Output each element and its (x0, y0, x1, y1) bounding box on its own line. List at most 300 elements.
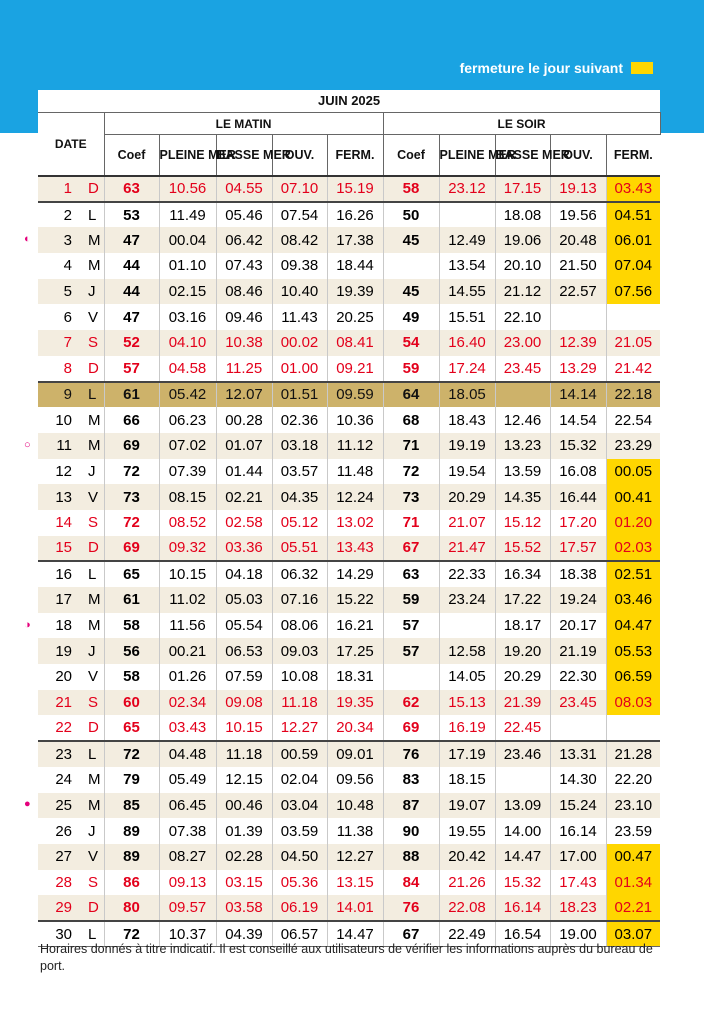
day-number: 12 (55, 462, 72, 480)
table-title: JUIN 2025 (38, 90, 660, 113)
morning-low-tide: 09.46 (216, 304, 272, 330)
evening-opening: 16.44 (550, 484, 606, 510)
legend (460, 60, 653, 76)
morning-low-tide: 08.46 (216, 279, 272, 305)
evening-coef: 54 (383, 330, 439, 356)
evening-closing: 06.01 (606, 227, 660, 253)
morning-coef: 89 (104, 818, 159, 844)
morning-high-tide: 10.15 (159, 561, 216, 587)
evening-opening: 13.31 (550, 741, 606, 767)
morning-coef: 57 (104, 356, 159, 382)
evening-closing: 03.07 (606, 921, 660, 947)
morning-low-tide: 11.18 (216, 741, 272, 767)
evening-closing: 23.29 (606, 433, 660, 459)
morning-high-tide: 07.02 (159, 433, 216, 459)
day-number: 4 (63, 257, 72, 275)
morning-opening: 10.40 (272, 279, 327, 305)
evening-opening: 14.54 (550, 407, 606, 433)
evening-high-tide: 19.54 (439, 459, 495, 485)
day-letter: D (88, 899, 99, 917)
table-row (38, 484, 660, 510)
morning-coef: 53 (104, 202, 159, 228)
evening-coef: 90 (383, 818, 439, 844)
morning-low-tide: 02.58 (216, 510, 272, 536)
morning-opening: 01.00 (272, 356, 327, 382)
table-row (38, 664, 660, 690)
full-moon-icon: ○ (24, 438, 31, 451)
day-number: 23 (38, 741, 82, 767)
column-header: Coef (383, 135, 439, 177)
evening-high-tide: 19.55 (439, 818, 495, 844)
day-number: 25 (55, 796, 72, 814)
evening-closing: 07.04 (606, 253, 660, 279)
morning-coef: 60 (104, 690, 159, 716)
evening-closing: 00.47 (606, 844, 660, 870)
morning-coef: 47 (104, 304, 159, 330)
morning-opening: 10.08 (272, 664, 327, 690)
morning-closing: 18.31 (327, 664, 383, 690)
morning-coef: 69 (104, 536, 159, 562)
morning-closing: 19.35 (327, 690, 383, 716)
evening-opening: 22.57 (550, 279, 606, 305)
morning-high-tide: 06.23 (159, 407, 216, 433)
evening-opening: 13.29 (550, 356, 606, 382)
morning-high-tide: 03.16 (159, 304, 216, 330)
evening-high-tide: 15.13 (439, 690, 495, 716)
day-number: 2 (38, 202, 82, 228)
morning-opening: 06.19 (272, 895, 327, 921)
day-number: 28 (55, 873, 72, 891)
first-quarter-moon-icon: ◐ (24, 233, 31, 246)
day-letter: D (88, 719, 99, 737)
morning-coef: 72 (104, 459, 159, 485)
tide-table (38, 90, 661, 947)
last-quarter-moon-icon: ◑ (24, 618, 31, 631)
evening-opening: 16.14 (550, 818, 606, 844)
evening-opening: 18.38 (550, 561, 606, 587)
new-moon-icon: ● (24, 798, 31, 811)
morning-closing: 11.12 (327, 433, 383, 459)
morning-coef: 73 (104, 484, 159, 510)
evening-closing: 03.46 (606, 587, 660, 613)
evening-low-tide: 13.09 (495, 793, 550, 819)
day-letter: J (88, 462, 96, 480)
evening-closing: 21.28 (606, 741, 660, 767)
day-letter: M (88, 437, 101, 455)
evening-coef: 67 (383, 921, 439, 947)
evening-opening: 15.24 (550, 793, 606, 819)
day-number: 15 (55, 539, 72, 557)
day-letter: M (88, 231, 101, 249)
evening-low-tide: 17.22 (495, 587, 550, 613)
morning-low-tide: 02.21 (216, 484, 272, 510)
evening-low-tide: 19.06 (495, 227, 550, 253)
evening-high-tide: 15.51 (439, 304, 495, 330)
day-number: 29 (55, 899, 72, 917)
evening-low-tide: 16.54 (495, 921, 550, 947)
morning-high-tide: 01.10 (159, 253, 216, 279)
column-header: OUV. (272, 135, 327, 177)
day-letter: M (88, 411, 101, 429)
evening-coef: 84 (383, 870, 439, 896)
evening-closing: 04.47 (606, 613, 660, 639)
evening-opening: 17.00 (550, 844, 606, 870)
column-header: BASSE MER (495, 135, 550, 177)
evening-opening: 19.13 (550, 176, 606, 202)
morning-high-tide: 10.56 (159, 176, 216, 202)
evening-opening: 19.56 (550, 202, 606, 228)
morning-coef: 61 (104, 587, 159, 613)
morning-high-tide: 05.42 (159, 382, 216, 408)
day-number: 27 (55, 848, 72, 866)
day-letter: V (88, 488, 99, 506)
morning-coef: 86 (104, 870, 159, 896)
evening-coef: 69 (383, 715, 439, 741)
morning-high-tide: 08.27 (159, 844, 216, 870)
evening-high-tide: 21.07 (439, 510, 495, 536)
evening-closing: 01.20 (606, 510, 660, 536)
table-row (38, 459, 660, 485)
evening-coef: 88 (383, 844, 439, 870)
legend-label: fermeture le jour suivant (459, 60, 623, 76)
evening-low-tide: 16.14 (495, 895, 550, 921)
morning-high-tide: 04.58 (159, 356, 216, 382)
morning-coef: 80 (104, 895, 159, 921)
evening-low-tide: 13.23 (495, 433, 550, 459)
morning-opening: 08.42 (272, 227, 327, 253)
morning-low-tide: 01.39 (216, 818, 272, 844)
evening-low-tide: 21.12 (495, 279, 550, 305)
table-row (38, 304, 660, 330)
evening-coef (383, 664, 439, 690)
morning-low-tide: 10.38 (216, 330, 272, 356)
evening-coef: 59 (383, 356, 439, 382)
evening-low-tide: 23.00 (495, 330, 550, 356)
evening-opening: 17.20 (550, 510, 606, 536)
evening-low-tide: 14.00 (495, 818, 550, 844)
morning-coef: 44 (104, 279, 159, 305)
day-number: 26 (55, 822, 72, 840)
evening-high-tide: 18.05 (439, 382, 495, 408)
evening-low-tide: 20.10 (495, 253, 550, 279)
evening-high-tide: 12.49 (439, 227, 495, 253)
morning-high-tide: 00.04 (159, 227, 216, 253)
morning-closing: 13.02 (327, 510, 383, 536)
evening-opening: 21.19 (550, 638, 606, 664)
evening-opening: 20.48 (550, 227, 606, 253)
morning-high-tide: 07.39 (159, 459, 216, 485)
morning-closing: 15.19 (327, 176, 383, 202)
day-number: 19 (55, 642, 72, 660)
morning-coef: 85 (104, 793, 159, 819)
column-header: BASSE MER (216, 135, 272, 177)
day-number: 7 (63, 334, 72, 352)
evening-coef: 87 (383, 793, 439, 819)
evening-closing: 22.18 (606, 382, 660, 408)
evening-low-tide: 13.59 (495, 459, 550, 485)
morning-closing: 17.38 (327, 227, 383, 253)
morning-closing: 10.36 (327, 407, 383, 433)
morning-low-tide: 12.15 (216, 767, 272, 793)
table-row (38, 561, 660, 587)
table-row (38, 895, 660, 921)
morning-opening: 05.36 (272, 870, 327, 896)
evening-low-tide: 15.32 (495, 870, 550, 896)
morning-closing: 16.26 (327, 202, 383, 228)
evening-coef: 45 (383, 279, 439, 305)
morning-low-tide: 00.28 (216, 407, 272, 433)
evening-coef: 50 (383, 202, 439, 228)
morning-opening: 04.50 (272, 844, 327, 870)
morning-closing: 09.01 (327, 741, 383, 767)
morning-closing: 14.29 (327, 561, 383, 587)
evening-coef: 49 (383, 304, 439, 330)
morning-high-tide: 11.49 (159, 202, 216, 228)
table-row (38, 767, 660, 793)
morning-coef: 72 (104, 741, 159, 767)
morning-coef: 63 (104, 176, 159, 202)
morning-closing: 10.48 (327, 793, 383, 819)
morning-opening: 09.03 (272, 638, 327, 664)
day-letter: V (88, 668, 99, 686)
morning-low-tide: 01.44 (216, 459, 272, 485)
evening-opening: 19.24 (550, 587, 606, 613)
evening-opening: 21.50 (550, 253, 606, 279)
evening-high-tide: 20.42 (439, 844, 495, 870)
evening-low-tide: 18.08 (495, 202, 550, 228)
morning-coef: 58 (104, 613, 159, 639)
evening-high-tide: 12.58 (439, 638, 495, 664)
morning-low-tide: 05.46 (216, 202, 272, 228)
day-number: 17 (55, 591, 72, 609)
morning-low-tide: 10.15 (216, 715, 272, 741)
evening-low-tide: 19.20 (495, 638, 550, 664)
morning-high-tide: 11.56 (159, 613, 216, 639)
table-row (38, 279, 660, 305)
morning-low-tide: 03.15 (216, 870, 272, 896)
morning-low-tide: 02.28 (216, 844, 272, 870)
morning-opening: 07.54 (272, 202, 327, 228)
column-header: FERM. (327, 135, 383, 177)
morning-opening: 01.51 (272, 382, 327, 408)
evening-closing: 22.54 (606, 407, 660, 433)
table-row (38, 356, 660, 382)
table-row (38, 227, 660, 253)
evening-opening: 18.23 (550, 895, 606, 921)
evening-closing: 04.51 (606, 202, 660, 228)
morning-header: LE MATIN (104, 113, 383, 135)
morning-opening: 11.18 (272, 690, 327, 716)
morning-closing: 13.43 (327, 536, 383, 562)
table-row (38, 382, 660, 408)
morning-low-tide: 04.18 (216, 561, 272, 587)
table-row (38, 253, 660, 279)
evening-low-tide: 21.39 (495, 690, 550, 716)
day-letter: L (82, 741, 104, 767)
day-letter: L (82, 561, 104, 587)
evening-coef: 76 (383, 741, 439, 767)
day-number: 22 (55, 719, 72, 737)
morning-opening: 06.32 (272, 561, 327, 587)
day-letter: L (82, 382, 104, 408)
evening-high-tide: 17.19 (439, 741, 495, 767)
morning-closing: 12.27 (327, 844, 383, 870)
evening-header: LE SOIR (383, 113, 660, 135)
evening-opening: 16.08 (550, 459, 606, 485)
evening-closing: 22.20 (606, 767, 660, 793)
day-letter: D (88, 539, 99, 557)
evening-coef: 72 (383, 459, 439, 485)
day-letter: S (88, 694, 99, 712)
morning-opening: 03.57 (272, 459, 327, 485)
table-row (38, 844, 660, 870)
day-letter: J (88, 283, 96, 301)
evening-high-tide: 20.29 (439, 484, 495, 510)
evening-closing: 06.59 (606, 664, 660, 690)
column-header: PLEINE MER (159, 135, 216, 177)
evening-closing: 05.53 (606, 638, 660, 664)
morning-high-tide: 10.37 (159, 921, 216, 947)
morning-closing: 11.38 (327, 818, 383, 844)
morning-opening: 11.43 (272, 304, 327, 330)
day-number: 6 (63, 308, 72, 326)
evening-high-tide: 18.15 (439, 767, 495, 793)
morning-low-tide: 07.43 (216, 253, 272, 279)
evening-coef: 76 (383, 895, 439, 921)
table-row (38, 587, 660, 613)
evening-closing: 01.34 (606, 870, 660, 896)
evening-low-tide: 17.15 (495, 176, 550, 202)
morning-low-tide: 03.36 (216, 536, 272, 562)
day-letter: D (88, 359, 99, 377)
morning-coef: 65 (104, 561, 159, 587)
morning-closing: 18.44 (327, 253, 383, 279)
morning-low-tide: 04.39 (216, 921, 272, 947)
table-row (38, 407, 660, 433)
morning-coef: 58 (104, 664, 159, 690)
evening-low-tide: 23.45 (495, 356, 550, 382)
evening-coef: 83 (383, 767, 439, 793)
morning-opening: 00.02 (272, 330, 327, 356)
evening-high-tide: 14.05 (439, 664, 495, 690)
morning-coef: 69 (104, 433, 159, 459)
morning-closing: 11.48 (327, 459, 383, 485)
morning-opening: 06.57 (272, 921, 327, 947)
morning-closing: 20.25 (327, 304, 383, 330)
morning-opening: 05.51 (272, 536, 327, 562)
morning-opening: 02.36 (272, 407, 327, 433)
morning-coef: 47 (104, 227, 159, 253)
evening-closing: 23.10 (606, 793, 660, 819)
evening-coef: 63 (383, 561, 439, 587)
day-letter: D (88, 180, 99, 198)
morning-closing: 09.59 (327, 382, 383, 408)
day-number: 20 (55, 668, 72, 686)
evening-coef: 67 (383, 536, 439, 562)
evening-closing: 03.43 (606, 176, 660, 202)
evening-coef: 58 (383, 176, 439, 202)
table-row (38, 613, 660, 639)
day-letter: S (88, 514, 99, 532)
morning-closing: 17.25 (327, 638, 383, 664)
day-letter: V (88, 308, 99, 326)
evening-opening: 17.57 (550, 536, 606, 562)
morning-opening: 08.06 (272, 613, 327, 639)
morning-closing: 19.39 (327, 279, 383, 305)
morning-closing: 14.01 (327, 895, 383, 921)
morning-high-tide: 09.57 (159, 895, 216, 921)
day-letter: L (82, 921, 104, 947)
evening-closing: 07.56 (606, 279, 660, 305)
evening-high-tide: 22.08 (439, 895, 495, 921)
morning-low-tide: 06.53 (216, 638, 272, 664)
evening-high-tide: 16.40 (439, 330, 495, 356)
evening-opening (550, 304, 606, 330)
day-number: 8 (63, 359, 72, 377)
morning-high-tide: 02.15 (159, 279, 216, 305)
day-number: 13 (55, 488, 72, 506)
morning-opening: 03.04 (272, 793, 327, 819)
morning-closing: 13.15 (327, 870, 383, 896)
morning-low-tide: 05.54 (216, 613, 272, 639)
evening-high-tide: 23.12 (439, 176, 495, 202)
evening-high-tide: 16.19 (439, 715, 495, 741)
evening-coef: 71 (383, 433, 439, 459)
column-header: OUV. (550, 135, 606, 177)
morning-low-tide: 04.55 (216, 176, 272, 202)
day-letter: V (88, 848, 99, 866)
evening-opening: 12.39 (550, 330, 606, 356)
evening-closing: 02.51 (606, 561, 660, 587)
column-header: Coef (104, 135, 159, 177)
morning-opening: 02.04 (272, 767, 327, 793)
day-letter: S (88, 873, 99, 891)
evening-low-tide: 20.29 (495, 664, 550, 690)
morning-closing: 09.56 (327, 767, 383, 793)
evening-high-tide: 19.19 (439, 433, 495, 459)
table-row (38, 638, 660, 664)
morning-coef: 66 (104, 407, 159, 433)
evening-high-tide: 21.47 (439, 536, 495, 562)
morning-closing: 08.41 (327, 330, 383, 356)
evening-low-tide: 12.46 (495, 407, 550, 433)
evening-closing (606, 715, 660, 741)
morning-low-tide: 11.25 (216, 356, 272, 382)
evening-low-tide: 22.45 (495, 715, 550, 741)
morning-high-tide: 07.38 (159, 818, 216, 844)
evening-high-tide (439, 202, 495, 228)
day-number: 10 (55, 411, 72, 429)
day-letter: L (82, 202, 104, 228)
morning-high-tide: 01.26 (159, 664, 216, 690)
evening-coef: 71 (383, 510, 439, 536)
morning-low-tide: 07.59 (216, 664, 272, 690)
day-letter: M (88, 771, 101, 789)
evening-opening: 22.30 (550, 664, 606, 690)
evening-closing: 00.41 (606, 484, 660, 510)
day-letter: J (88, 822, 96, 840)
day-number: 9 (38, 382, 82, 408)
morning-low-tide: 09.08 (216, 690, 272, 716)
day-number: 3 (63, 231, 72, 249)
morning-high-tide: 09.13 (159, 870, 216, 896)
morning-coef: 72 (104, 510, 159, 536)
table-row (38, 510, 660, 536)
table-row (38, 330, 660, 356)
morning-coef: 52 (104, 330, 159, 356)
evening-low-tide: 14.47 (495, 844, 550, 870)
morning-opening: 04.35 (272, 484, 327, 510)
